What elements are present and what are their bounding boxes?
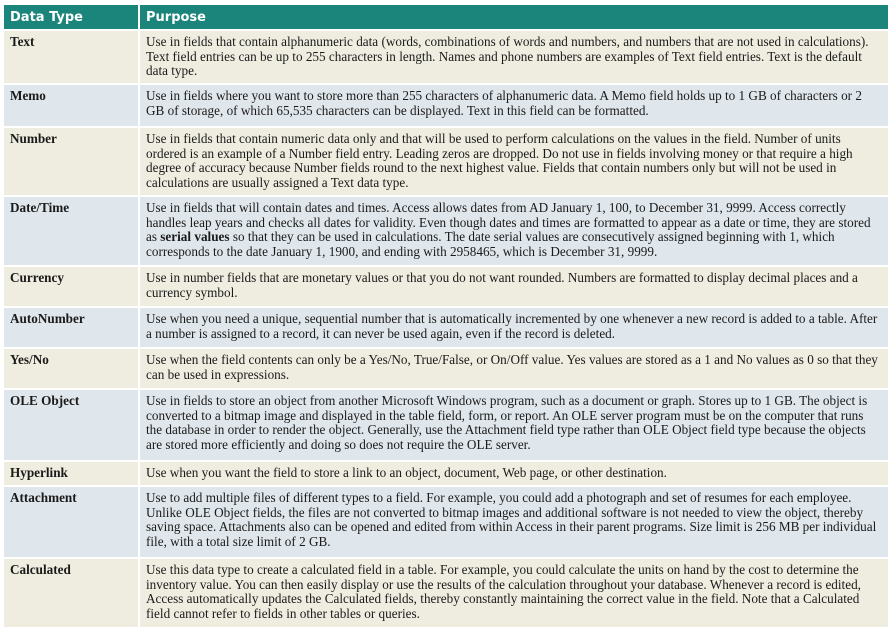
purpose-text: Use to add multiple files of different types to a field. For example, you could add a photograph and set of resumes for each employee. Unlike OLE Object fields, the files are not converted to bitmap images and additional software is not needed to view the object, thereby saving space. Attachments also can be opened and edited from within Access in their parent programs. Size limit is 256 MB per individual file, with a total size limit of 2 GB. (146, 490, 877, 549)
purpose-text: Use when the field contents can only be a Yes/No, True/False, or On/Off value. Yes values are stored as a 1 and No values as 0 so that they can be used in expressions. (146, 352, 878, 382)
data-type-cell: Hyperlink (4, 462, 138, 485)
table-row (4, 308, 888, 347)
purpose-text: Use in fields to store an object from another Microsoft Windows program, such as a document or graph. Stores up to 1 GB. The object is converted to a bitmap image and displayed in the table field, form, or report. An OLE server program must be on the computer that runs the database in order to render the object. Generally, use the Attachment field type rather than OLE Object field type because the objects are stored more efficiently and doing so does not require the OLE server. (146, 393, 868, 452)
data-type-cell: Date/Time (4, 197, 138, 265)
table-row (4, 197, 888, 265)
table-row (4, 390, 888, 460)
purpose-cell (140, 487, 888, 557)
table-row (4, 128, 888, 195)
data-type-cell: Attachment (4, 487, 138, 557)
purpose-cell (140, 267, 888, 306)
data-type-cell: Calculated (4, 559, 138, 627)
header-data-type: Data Type (4, 5, 138, 29)
purpose-cell (140, 197, 888, 265)
table-row (4, 349, 888, 388)
purpose-cell (140, 31, 888, 83)
header-row (4, 5, 888, 29)
purpose-cell (140, 308, 888, 347)
purpose-cell (140, 462, 888, 485)
table-row (4, 267, 888, 306)
data-type-cell: AutoNumber (4, 308, 138, 347)
table-row (4, 31, 888, 83)
data-type-cell: Number (4, 128, 138, 195)
purpose-text: Use in fields that contain alphanumeric data (words, combinations of words and numbers, and numbers that are not used in calculations). Text field entries can be up to 255 characters in length. Names and phone numbers are examples of Text field entries. Text is the default data type. (146, 34, 869, 78)
header-purpose: Purpose (140, 5, 888, 29)
data-types-table (2, 3, 890, 629)
purpose-text: Use when you want the field to store a link to an object, document, Web page, or other destination. (146, 465, 667, 480)
purpose-cell (140, 390, 888, 460)
bold-term: serial values (160, 229, 230, 244)
purpose-text: Use in fields where you want to store more than 255 characters of alphanumeric data. A Memo field holds up to 1 GB of characters or 2 GB of storage, of which 65,535 characters can be displayed. Text in this field can be formatted. (146, 88, 862, 118)
table-row (4, 462, 888, 485)
data-type-cell: Currency (4, 267, 138, 306)
table-row (4, 85, 888, 126)
purpose-cell (140, 85, 888, 126)
purpose-text: Use when you need a unique, sequential number that is automatically incremented by one whenever a new record is added to a table. After a number is assigned to a record, it can never be used again, even if the record is deleted. (146, 311, 878, 341)
purpose-text: Use in fields that contain numeric data only and that will be used to perform calculations on the values in the field. Number of units ordered is an example of a Number field entry. Leading zeros are dropped. Do not use in fields involving money or that require a high degree of accuracy because Number fields round to the next highest value. Fields that contain numbers only but will not be used in calculations are usually assigned a Text data type. (146, 131, 853, 190)
purpose-text: Use in fields that will contain dates and times. Access allows dates from AD January 1, 100, to December 31, 9999. Access correctly handles leap years and checks all dates for validity. Even though dates and times are formatted to appear as a date or time, they are stored as (146, 200, 871, 244)
data-type-cell: Memo (4, 85, 138, 126)
table-row (4, 559, 888, 627)
purpose-text: Use this data type to create a calculated field in a table. For example, you could calculate the units on hand by the cost to determine the inventory value. You can then easily display or use the results of the calculation throughout your database. Whenever a record is edited, Access automatically updates the Calculated fields, thereby constantly maintaining the correct value in the field. Note that a Calculated field cannot refer to fields in other tables or queries. (146, 562, 861, 621)
purpose-cell (140, 128, 888, 195)
purpose-text: Use in number fields that are monetary values or that you do not want rounded. Numbers are formatted to display decimal places and a currency symbol. (146, 270, 858, 300)
data-type-cell: Yes/No (4, 349, 138, 388)
data-type-cell: OLE Object (4, 390, 138, 460)
purpose-text: so that they can be used in calculations. The date serial values are consecutively assigned beginning with 1, which corresponds to the date January 1, 1900, and ending with 2958465, which is December 31, 9999. (146, 229, 835, 259)
table-row (4, 487, 888, 557)
data-type-cell: Text (4, 31, 138, 83)
purpose-cell (140, 349, 888, 388)
purpose-cell (140, 559, 888, 627)
